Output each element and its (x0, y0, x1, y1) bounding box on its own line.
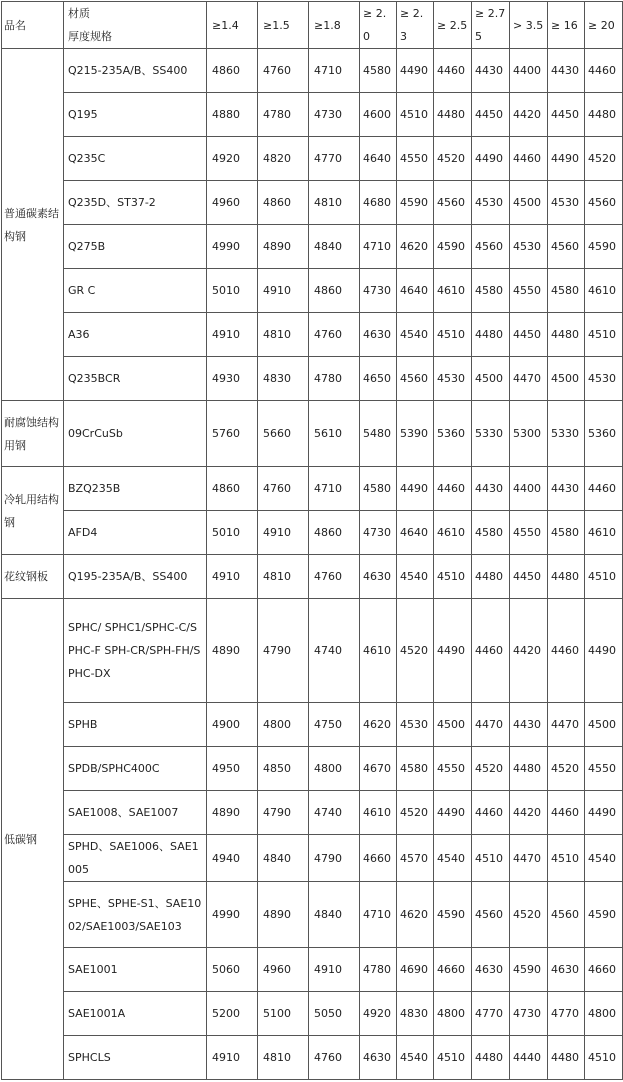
price-cell: 4910 (207, 555, 258, 599)
price-cell: 4930 (207, 357, 258, 401)
price-cell: 4610 (585, 269, 623, 313)
price-cell: 4520 (397, 599, 434, 703)
price-cell: 4610 (360, 791, 397, 835)
header-material-line1: 材质 (68, 7, 90, 20)
price-cell: 4800 (309, 747, 360, 791)
table-row (2, 467, 623, 511)
price-cell: 5010 (207, 269, 258, 313)
price-cell: 4670 (360, 747, 397, 791)
price-cell: 4510 (397, 93, 434, 137)
price-cell: 4440 (510, 1036, 548, 1080)
price-cell: 4510 (434, 1036, 472, 1080)
price-cell: 4760 (258, 49, 309, 93)
price-cell: 4510 (434, 313, 472, 357)
price-cell: 4590 (434, 882, 472, 948)
header-thickness: ≥ 16 (548, 2, 585, 49)
price-cell: 4550 (397, 137, 434, 181)
header-thickness: ≥ 2.5 (434, 2, 472, 49)
price-cell: 4500 (472, 357, 510, 401)
price-cell: 4500 (434, 703, 472, 747)
price-cell: 4480 (510, 747, 548, 791)
price-cell: 4860 (258, 181, 309, 225)
price-cell: 4430 (472, 467, 510, 511)
material-cell: Q195-235A/B、SS400 (64, 555, 207, 599)
price-cell: 4520 (510, 882, 548, 948)
price-cell: 4540 (397, 313, 434, 357)
table-row (2, 269, 623, 313)
price-cell: 4940 (207, 835, 258, 882)
price-cell: 4810 (258, 313, 309, 357)
price-cell: 4460 (510, 137, 548, 181)
price-cell: 4810 (258, 555, 309, 599)
price-cell: 4490 (585, 791, 623, 835)
table-row (2, 181, 623, 225)
price-cell: 4550 (434, 747, 472, 791)
price-cell: 4420 (510, 791, 548, 835)
price-cell: 4760 (309, 555, 360, 599)
price-cell: 4480 (434, 93, 472, 137)
price-cell: 4540 (397, 555, 434, 599)
price-cell: 4750 (309, 703, 360, 747)
price-cell: 4640 (397, 269, 434, 313)
price-cell: 4560 (472, 882, 510, 948)
price-cell: 4560 (397, 357, 434, 401)
price-cell: 4530 (472, 181, 510, 225)
price-cell: 5200 (207, 992, 258, 1036)
price-cell: 4530 (510, 225, 548, 269)
price-cell: 4730 (360, 511, 397, 555)
price-cell: 4490 (585, 599, 623, 703)
table-row (2, 93, 623, 137)
price-cell: 4460 (434, 467, 472, 511)
price-cell: 4770 (472, 992, 510, 1036)
price-cell: 5330 (548, 401, 585, 467)
price-cell: 4510 (585, 555, 623, 599)
material-cell: A36 (64, 313, 207, 357)
price-cell: 4480 (548, 1036, 585, 1080)
category-cell: 冷轧用结构钢 (2, 467, 64, 555)
price-cell: 4470 (548, 703, 585, 747)
material-cell: Q235D、ST37-2 (64, 181, 207, 225)
price-cell: 4760 (309, 1036, 360, 1080)
table-row (2, 948, 623, 992)
price-cell: 4600 (360, 93, 397, 137)
table-row (2, 137, 623, 181)
price-cell: 4510 (585, 1036, 623, 1080)
price-cell: 4580 (472, 269, 510, 313)
header-thickness: ≥ 20 (585, 2, 623, 49)
price-cell: 4470 (472, 703, 510, 747)
price-cell: 4990 (207, 882, 258, 948)
price-cell: 4860 (207, 49, 258, 93)
header-material-line2: 厚度规格 (68, 30, 112, 43)
header-material (64, 2, 207, 49)
price-cell: 4460 (548, 599, 585, 703)
table-row (2, 703, 623, 747)
price-cell: 4470 (510, 357, 548, 401)
price-cell: 5010 (207, 511, 258, 555)
price-cell: 4520 (472, 747, 510, 791)
material-cell: SPHC/ SPHC1/SPHC-C/SPHC-F SPH-CR/SPH-FH/SPHC-DX (64, 599, 207, 703)
category-cell: 低碳钢 (2, 599, 64, 1080)
header-thickness: ≥ 2.3 (397, 2, 434, 49)
price-cell: 4510 (472, 835, 510, 882)
price-cell: 4560 (548, 882, 585, 948)
price-cell: 4460 (472, 791, 510, 835)
table-row (2, 1036, 623, 1080)
price-cell: 4710 (360, 882, 397, 948)
price-cell: 4430 (548, 467, 585, 511)
price-cell: 4480 (472, 313, 510, 357)
price-cell: 5330 (472, 401, 510, 467)
material-cell: Q235C (64, 137, 207, 181)
price-cell: 4540 (434, 835, 472, 882)
material-cell: Q215-235A/B、SS400 (64, 49, 207, 93)
price-cell: 4500 (548, 357, 585, 401)
price-cell: 4910 (207, 1036, 258, 1080)
price-cell: 4480 (548, 555, 585, 599)
price-cell: 4530 (548, 181, 585, 225)
table-row (2, 835, 623, 882)
header-thickness: ≥1.8 (309, 2, 360, 49)
price-cell: 4530 (585, 357, 623, 401)
price-cell: 4520 (548, 747, 585, 791)
price-cell: 4460 (585, 467, 623, 511)
price-cell: 4460 (585, 49, 623, 93)
price-cell: 4580 (360, 49, 397, 93)
price-cell: 4550 (510, 511, 548, 555)
price-cell: 4800 (585, 992, 623, 1036)
price-cell: 4610 (360, 599, 397, 703)
table-body (2, 49, 623, 1080)
table-row (2, 49, 623, 93)
price-cell: 4560 (472, 225, 510, 269)
price-cell: 4660 (360, 835, 397, 882)
price-cell: 4800 (258, 703, 309, 747)
price-cell: 4590 (397, 181, 434, 225)
header-thickness: ≥ 2.75 (472, 2, 510, 49)
price-cell: 4590 (510, 948, 548, 992)
price-cell: 4400 (510, 467, 548, 511)
price-cell: 4510 (585, 313, 623, 357)
price-cell: 5100 (258, 992, 309, 1036)
table-row (2, 511, 623, 555)
price-cell: 4530 (434, 357, 472, 401)
price-cell: 4450 (548, 93, 585, 137)
price-cell: 4890 (258, 882, 309, 948)
price-cell: 4570 (397, 835, 434, 882)
category-cell: 花纹钢板 (2, 555, 64, 599)
price-cell: 5610 (309, 401, 360, 467)
price-cell: 4900 (207, 703, 258, 747)
price-cell: 4660 (434, 948, 472, 992)
price-cell: 4480 (585, 93, 623, 137)
price-cell: 4520 (434, 137, 472, 181)
price-cell: 4430 (472, 49, 510, 93)
price-cell: 4890 (207, 599, 258, 703)
price-cell: 4490 (434, 791, 472, 835)
price-cell: 4790 (258, 791, 309, 835)
price-cell: 4470 (510, 835, 548, 882)
price-cell: 4800 (434, 992, 472, 1036)
price-cell: 4630 (360, 555, 397, 599)
price-cell: 4860 (309, 269, 360, 313)
price-cell: 4450 (510, 313, 548, 357)
price-cell: 4480 (472, 555, 510, 599)
price-cell: 4910 (258, 511, 309, 555)
price-cell: 4480 (472, 1036, 510, 1080)
material-cell: AFD4 (64, 511, 207, 555)
price-cell: 4770 (309, 137, 360, 181)
price-cell: 4740 (309, 791, 360, 835)
price-cell: 4880 (207, 93, 258, 137)
price-cell: 4650 (360, 357, 397, 401)
price-cell: 4560 (585, 181, 623, 225)
price-cell: 4730 (360, 269, 397, 313)
price-cell: 5050 (309, 992, 360, 1036)
price-cell: 4830 (397, 992, 434, 1036)
material-cell: GR C (64, 269, 207, 313)
price-cell: 4490 (397, 467, 434, 511)
price-cell: 4920 (360, 992, 397, 1036)
table-row (2, 401, 623, 467)
price-cell: 4990 (207, 225, 258, 269)
price-cell: 4910 (258, 269, 309, 313)
table-row (2, 747, 623, 791)
price-cell: 4540 (397, 1036, 434, 1080)
price-cell: 4710 (309, 49, 360, 93)
material-cell: SPHE、SPHE-S1、SAE1002/SAE1003/SAE103 (64, 882, 207, 948)
material-cell: SPHD、SAE1006、SAE1005 (64, 835, 207, 882)
price-cell: 4780 (258, 93, 309, 137)
price-cell: 4630 (472, 948, 510, 992)
price-cell: 4580 (360, 467, 397, 511)
price-cell: 4480 (548, 313, 585, 357)
price-cell: 4830 (258, 357, 309, 401)
header-thickness: ≥1.4 (207, 2, 258, 49)
price-cell: 4860 (309, 511, 360, 555)
price-cell: 4640 (397, 511, 434, 555)
header-thickness: ≥ 2.0 (360, 2, 397, 49)
price-cell: 4520 (397, 791, 434, 835)
price-cell: 4770 (548, 992, 585, 1036)
price-cell: 4590 (585, 882, 623, 948)
price-cell: 4680 (360, 181, 397, 225)
price-cell: 4580 (548, 511, 585, 555)
price-cell: 4400 (510, 49, 548, 93)
price-cell: 4920 (207, 137, 258, 181)
material-cell: Q195 (64, 93, 207, 137)
price-cell: 4610 (434, 269, 472, 313)
material-cell: Q235BCR (64, 357, 207, 401)
price-cell: 5390 (397, 401, 434, 467)
price-cell: 4950 (207, 747, 258, 791)
price-cell: 4530 (397, 703, 434, 747)
price-cell: 4610 (585, 511, 623, 555)
price-cell: 4460 (434, 49, 472, 93)
price-cell: 4450 (472, 93, 510, 137)
price-cell: 4810 (258, 1036, 309, 1080)
price-cell: 4550 (510, 269, 548, 313)
price-cell: 4730 (309, 93, 360, 137)
table-row (2, 992, 623, 1036)
table-row (2, 555, 623, 599)
price-cell: 4630 (548, 948, 585, 992)
price-cell: 4850 (258, 747, 309, 791)
header-thickness: > 3.5 (510, 2, 548, 49)
price-cell: 4590 (434, 225, 472, 269)
price-cell: 5360 (585, 401, 623, 467)
price-cell: 4860 (207, 467, 258, 511)
price-cell: 5760 (207, 401, 258, 467)
price-cell: 4740 (309, 599, 360, 703)
price-cell: 4420 (510, 93, 548, 137)
price-cell: 4510 (548, 835, 585, 882)
price-cell: 4780 (309, 357, 360, 401)
price-cell: 4430 (548, 49, 585, 93)
price-cell: 4840 (309, 225, 360, 269)
table-row (2, 599, 623, 703)
price-cell: 4500 (585, 703, 623, 747)
material-cell: SAE1008、SAE1007 (64, 791, 207, 835)
price-cell: 4790 (258, 599, 309, 703)
price-cell: 5060 (207, 948, 258, 992)
table-row (2, 357, 623, 401)
price-cell: 4760 (258, 467, 309, 511)
price-cell: 4820 (258, 137, 309, 181)
price-cell: 5480 (360, 401, 397, 467)
price-cell: 4560 (434, 181, 472, 225)
price-cell: 4910 (309, 948, 360, 992)
table-row (2, 225, 623, 269)
price-cell: 4810 (309, 181, 360, 225)
price-cell: 4490 (548, 137, 585, 181)
price-cell: 4710 (360, 225, 397, 269)
price-cell: 4960 (207, 181, 258, 225)
price-cell: 4510 (434, 555, 472, 599)
price-cell: 4540 (585, 835, 623, 882)
price-cell: 4890 (207, 791, 258, 835)
price-cell: 4490 (397, 49, 434, 93)
price-table (1, 1, 623, 1080)
price-cell: 4460 (548, 791, 585, 835)
price-cell: 4420 (510, 599, 548, 703)
price-cell: 4840 (258, 835, 309, 882)
price-cell: 4660 (585, 948, 623, 992)
material-cell: Q275B (64, 225, 207, 269)
price-cell: 4430 (510, 703, 548, 747)
price-cell: 4490 (434, 599, 472, 703)
price-cell: 4490 (472, 137, 510, 181)
price-cell: 4630 (360, 1036, 397, 1080)
price-cell: 4960 (258, 948, 309, 992)
price-cell: 5300 (510, 401, 548, 467)
table-row (2, 882, 623, 948)
material-cell: BZQ235B (64, 467, 207, 511)
price-cell: 4550 (585, 747, 623, 791)
price-cell: 4560 (548, 225, 585, 269)
price-cell: 4890 (258, 225, 309, 269)
price-cell: 5660 (258, 401, 309, 467)
price-cell: 4620 (397, 225, 434, 269)
price-cell: 5360 (434, 401, 472, 467)
material-cell: SAE1001A (64, 992, 207, 1036)
header-thickness: ≥1.5 (258, 2, 309, 49)
price-cell: 4580 (548, 269, 585, 313)
price-cell: 4610 (434, 511, 472, 555)
header-category: 品名 (2, 2, 64, 49)
price-cell: 4910 (207, 313, 258, 357)
material-cell: 09CrCuSb (64, 401, 207, 467)
price-cell: 4630 (360, 313, 397, 357)
price-cell: 4640 (360, 137, 397, 181)
table-row (2, 313, 623, 357)
price-cell: 4790 (309, 835, 360, 882)
price-cell: 4520 (585, 137, 623, 181)
material-cell: SPHCLS (64, 1036, 207, 1080)
price-cell: 4620 (397, 882, 434, 948)
price-cell: 4730 (510, 992, 548, 1036)
category-cell: 耐腐蚀结构用钢 (2, 401, 64, 467)
price-cell: 4620 (360, 703, 397, 747)
price-cell: 4710 (309, 467, 360, 511)
price-cell: 4500 (510, 181, 548, 225)
price-cell: 4690 (397, 948, 434, 992)
table-row (2, 791, 623, 835)
material-cell: SAE1001 (64, 948, 207, 992)
material-cell: SPDB/SPHC400C (64, 747, 207, 791)
price-cell: 4450 (510, 555, 548, 599)
price-cell: 4590 (585, 225, 623, 269)
material-cell: SPHB (64, 703, 207, 747)
price-cell: 4760 (309, 313, 360, 357)
price-cell: 4460 (472, 599, 510, 703)
category-cell: 普通碳素结构钢 (2, 49, 64, 401)
price-cell: 4580 (397, 747, 434, 791)
price-cell: 4580 (472, 511, 510, 555)
price-cell: 4840 (309, 882, 360, 948)
header-row (2, 2, 623, 49)
price-cell: 4780 (360, 948, 397, 992)
